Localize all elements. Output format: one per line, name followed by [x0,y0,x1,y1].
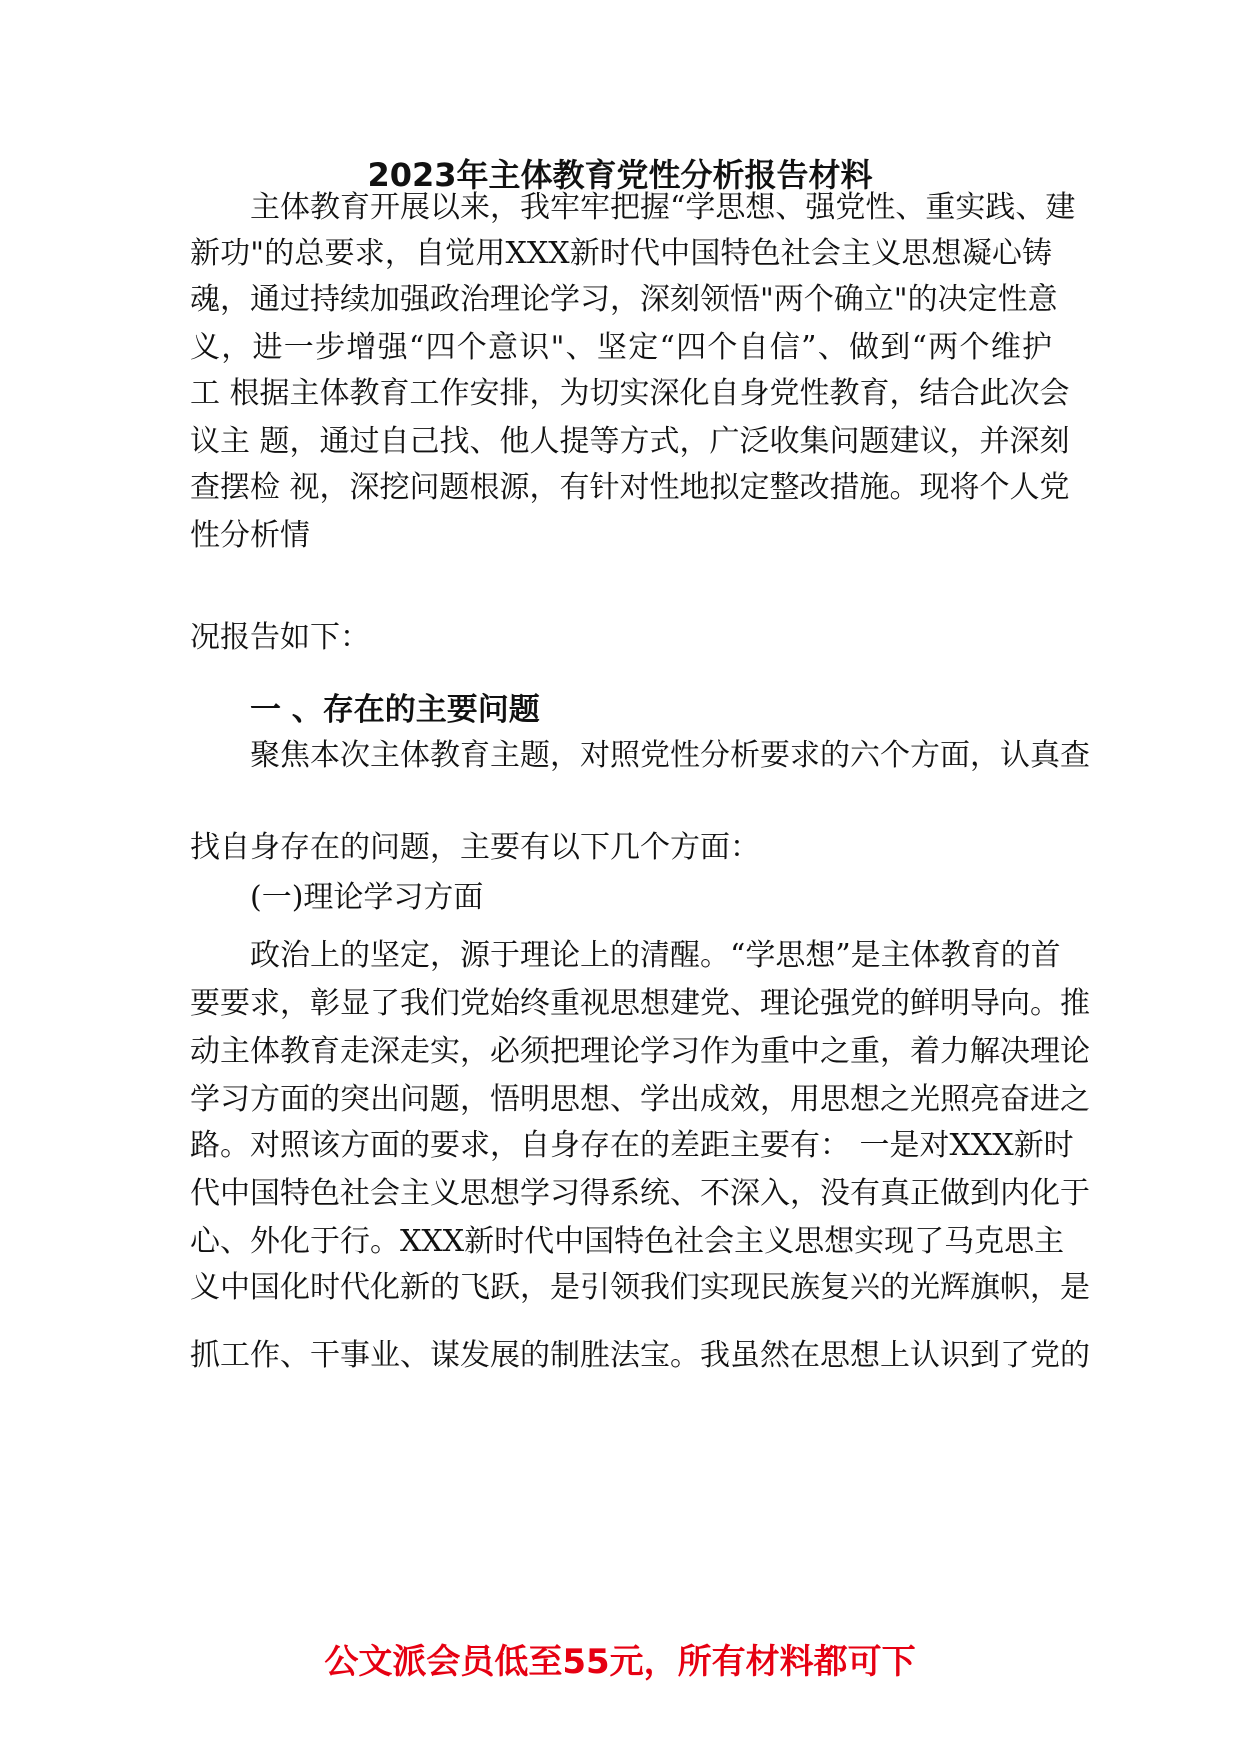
section-heading: 一 、存在的主要问题 [250,692,540,728]
paragraph-line: 抓工作、干事业、谋发展的制胜法宝。我虽然在思想上认识到了党的 [190,1338,1090,1373]
paragraph-line: 学习方面的突出问题，悟明思想、学出成效，用思想之光照亮奋进之 [190,1082,1090,1117]
paragraph-line: 要要求，彰显了我们党始终重视思想建党、理论强党的鲜明导向。推 [190,986,1090,1021]
paragraph-line: 工 根据主体教育工作安排，为切实深化自身党性教育，结合此次会 [190,376,1070,411]
sub-heading: (一)理论学习方面 [250,880,484,915]
paragraph-line: 魂，通过持续加强政治理论学习，深刻领悟"两个确立"的决定性意 [190,282,1058,317]
paragraph-line: 找自身存在的问题，主要有以下几个方面： [190,830,760,865]
document-title: 2023年主体教育党性分析报告材料 [367,156,873,194]
paragraph-line: 义中国化时代化新的飞跃，是引领我们实现民族复兴的光辉旗帜，是 [190,1270,1090,1305]
paragraph-line: 义，进一步增强“四个意识"、坚定“四个自信”、做到“两个维护 [190,330,1052,365]
paragraph-line: 动主体教育走深走实，必须把理论学习作为重中之重，着力解决理论 [190,1034,1090,1069]
paragraph-line: 路。对照该方面的要求，自身存在的差距主要有： 一是对XXX新时 [190,1128,1074,1163]
paragraph-line: 代中国特色社会主义思想学习得系统、不深入，没有真正做到内化于 [190,1176,1090,1211]
paragraph-line: 聚焦本次主体教育主题，对照党性分析要求的六个方面，认真查 [250,738,1090,773]
paragraph-line: 心、外化于行。XXX新时代中国特色社会主义思想实现了马克思主 [190,1224,1065,1259]
paragraph-line: 查摆检 视，深挖问题根源，有针对性地拟定整改措施。现将个人党 [190,470,1070,505]
paragraph-line: 主体教育开展以来，我牢牢把握“学思想、强党性、重实践、建 [250,190,1076,225]
paragraph-line: 况报告如下： [190,620,370,655]
paragraph-line: 新功"的总要求，自觉用XXX新时代中国特色社会主义思想凝心铸 [190,236,1052,271]
paragraph-line: 性分析情 [190,518,310,553]
membership-ad-banner[interactable]: 公文派会员低至55元，所有材料都可下 [324,1642,916,1682]
paragraph-line: 议主 题，通过自己找、他人提等方式，广泛收集问题建议，并深刻 [190,424,1070,459]
paragraph-line: 政治上的坚定，源于理论上的清醒。“学思想”是主体教育的首 [250,938,1061,973]
